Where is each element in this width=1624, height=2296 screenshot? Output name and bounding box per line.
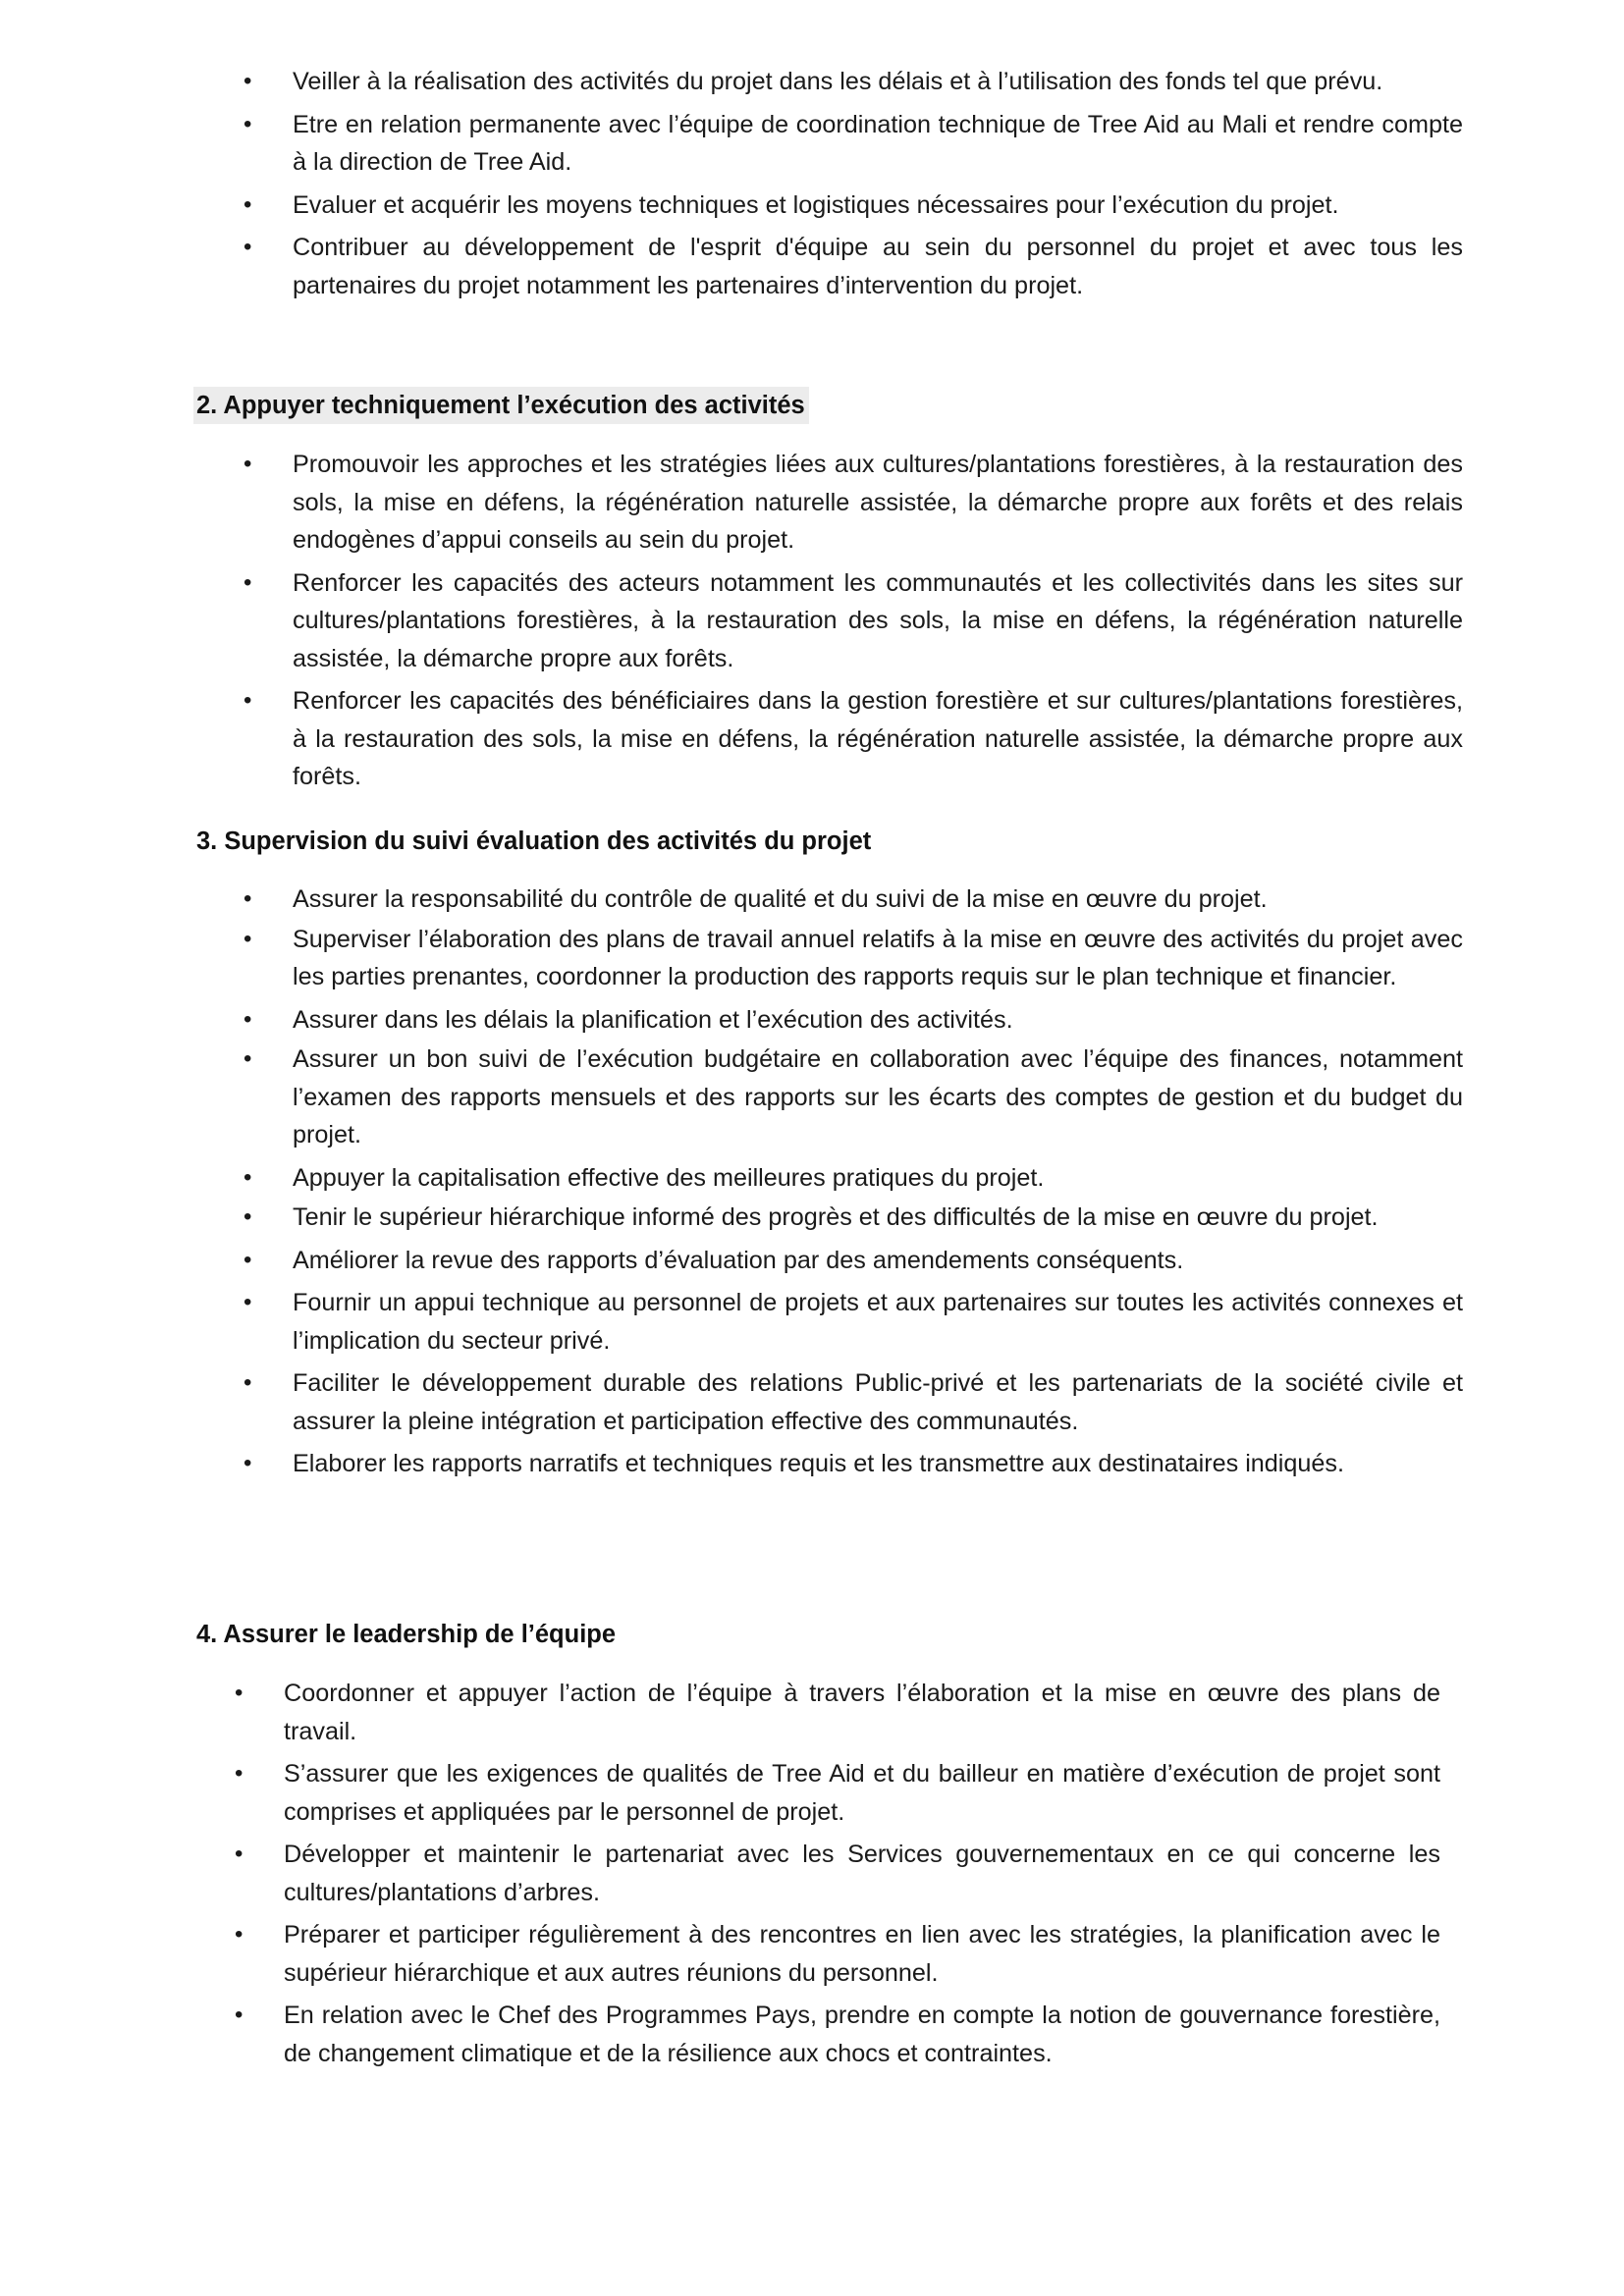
list-item <box>235 1675 1440 1750</box>
list-item <box>244 446 1463 560</box>
list-item <box>244 1041 1463 1154</box>
bullet-icon: • <box>244 234 252 260</box>
list-item-text: Evaluer et acquérir les moyens techniques et logistiques nécessaires pour l’exécution du projet. <box>293 190 1339 219</box>
list-item <box>235 1916 1440 1992</box>
bullet-icon: • <box>244 687 252 714</box>
list-item-text: Etre en relation permanente avec l’équipe de coordination technique de Tree Aid au Mali et rendre compte à la direction de Tree Aid. <box>293 110 1463 176</box>
bullet-icon: • <box>244 1203 252 1230</box>
list-item-text: Assurer dans les délais la planification et l’exécution des activités. <box>293 1005 1013 1034</box>
list-item-text: Promouvoir les approches et les stratégies liées aux cultures/plantations forestières, à la restauration des sols, la mise en défens, la régénération naturelle assistée, la démarche propre aux forêts et des relais endogènes d’appui conseils au sein du projet. <box>293 451 1463 554</box>
list-item-text: Assurer la responsabilité du contrôle de qualité et du suivi de la mise en œuvre du projet. <box>293 885 1268 913</box>
bullet-icon: • <box>244 1450 252 1476</box>
bullet-icon: • <box>244 568 252 596</box>
bullet-icon: • <box>244 1369 252 1396</box>
list-item-text: En relation avec le Chef des Programmes Pays, prendre en compte la notion de gouvernance forestière, de changement climatique et de la résilience aux chocs et contraintes. <box>284 2002 1440 2067</box>
bullet-icon: • <box>244 1246 252 1273</box>
list-item-text: Renforcer les capacités des bénéficiaires dans la gestion forestière et sur cultures/plantations forestières, à la restauration des sols, la mise en défens, la régénération naturelle assistée, la démarche propre aux forêts. <box>293 687 1463 790</box>
list-item-text: Améliorer la revue des rapports d’évaluation par des amendements conséquents. <box>293 1246 1184 1274</box>
section4-list <box>235 1675 1440 2077</box>
list-item-text: Développer et maintenir le partenariat avec les Services gouvernementaux en ce qui concerne les cultures/plantations d’arbres. <box>284 1841 1440 1906</box>
bullet-icon: • <box>235 1680 244 1706</box>
bullet-icon: • <box>244 925 252 952</box>
list-item-text: Préparer et participer régulièrement à des rencontres en lien avec les stratégies, la planification avec le supérieur hiérarchique et aux autres réunions du personnel. <box>284 1921 1440 1987</box>
list-item <box>244 187 1463 225</box>
list-item-text: Contribuer au développement de l'esprit d'équipe au sein du personnel du projet et avec tous les partenaires du projet notamment les partenaires d’intervention du projet. <box>293 234 1463 299</box>
bullet-icon: • <box>235 1760 244 1787</box>
list-item <box>235 1997 1440 2072</box>
section3-list <box>244 881 1463 1488</box>
list-item <box>244 1445 1463 1483</box>
list-item-text: Faciliter le développement durable des relations Public-privé et les partenariats de la société civile et assurer la pleine intégration et participation effective des communautés. <box>293 1369 1463 1435</box>
bullet-icon: • <box>244 1163 252 1191</box>
list-item <box>244 1199 1463 1237</box>
list-item-text: Elaborer les rapports narratifs et techniques requis et les transmettre aux destinataires indiqués. <box>293 1450 1345 1477</box>
bullet-icon: • <box>244 110 252 137</box>
list-item <box>244 1284 1463 1360</box>
list-item <box>244 921 1463 996</box>
bullet-icon: • <box>244 1045 252 1072</box>
list-item-text: Tenir le supérieur hiérarchique informé des progrès et des difficultés de la mise en œuvre du projet. <box>293 1203 1379 1231</box>
bullet-icon: • <box>235 1921 244 1948</box>
bullet-icon: • <box>244 1289 252 1315</box>
list-item-text: Appuyer la capitalisation effective des meilleures pratiques du projet. <box>293 1163 1045 1192</box>
bullet-icon: • <box>244 1005 252 1033</box>
bullet-icon: • <box>244 68 252 94</box>
list-item-text: S’assurer que les exigences de qualités de Tree Aid et du bailleur en matière d’exécution de projet sont comprises et appliquées par le personnel de projet. <box>284 1760 1440 1826</box>
section-heading: 2. Appuyer techniquement l’exécution des activités <box>193 387 809 424</box>
section1-list <box>244 63 1463 309</box>
list-item-text: Veiller à la réalisation des activités du projet dans les délais et à l’utilisation des fonds tel que prévu. <box>293 68 1383 95</box>
section-heading: 3. Supervision du suivi évaluation des activités du projet <box>196 828 872 855</box>
list-item-text: Superviser l’élaboration des plans de travail annuel relatifs à la mise en œuvre des activités du projet avec les parties prenantes, coordonner la production des rapports requis sur le plan technique et financier. <box>293 925 1463 990</box>
section-heading: 4. Assurer le leadership de l’équipe <box>196 1621 617 1648</box>
list-item <box>244 564 1463 678</box>
list-item-text: Fournir un appui technique au personnel de projets et aux partenaires sur toutes les activités connexes et l’implication du secteur privé. <box>293 1289 1463 1355</box>
list-item <box>244 1159 1463 1198</box>
list-item <box>244 106 1463 182</box>
bullet-icon: • <box>244 885 252 912</box>
list-item <box>244 229 1463 304</box>
bullet-icon: • <box>244 451 252 477</box>
list-item <box>244 1001 1463 1040</box>
list-item <box>235 1836 1440 1911</box>
list-item <box>235 1755 1440 1831</box>
list-item <box>244 881 1463 919</box>
list-item <box>244 1242 1463 1280</box>
section2-list <box>244 446 1463 801</box>
bullet-icon: • <box>235 2002 244 2028</box>
bullet-icon: • <box>235 1841 244 1867</box>
list-item <box>244 63 1463 101</box>
list-item-text: Coordonner et appuyer l’action de l’équipe à travers l’élaboration et la mise en œuvre des plans de travail. <box>284 1680 1440 1745</box>
list-item-text: Assurer un bon suivi de l’exécution budgétaire en collaboration avec l’équipe des finances, notamment l’examen des rapports mensuels et des rapports sur les écarts des comptes de gestion et du budget du projet. <box>293 1045 1463 1148</box>
list-item <box>244 1364 1463 1440</box>
list-item-text: Renforcer les capacités des acteurs notamment les communautés et les collectivités dans les sites sur cultures/plantations forestières, à la restauration des sols, la mise en défens, la régénération naturelle assistée, la démarche propre aux forêts. <box>293 568 1463 672</box>
bullet-icon: • <box>244 190 252 218</box>
list-item <box>244 682 1463 796</box>
